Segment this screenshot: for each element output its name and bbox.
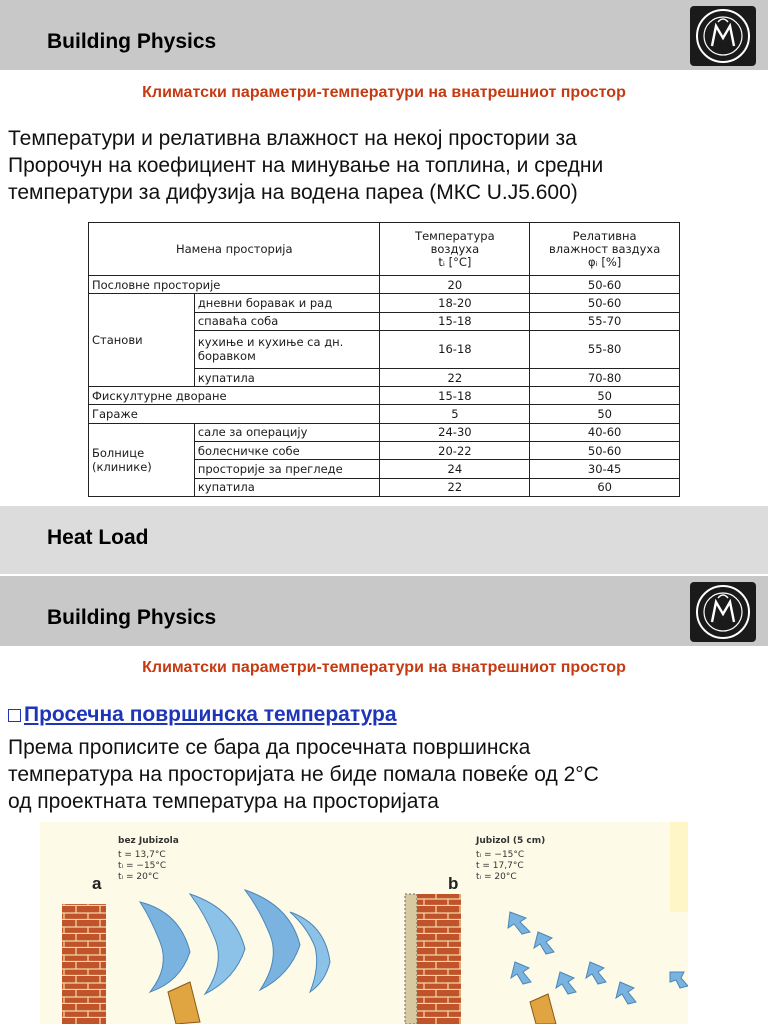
header-humidity-line: Релативна [572,228,637,243]
table-cell: Болнице (клинике) [89,423,195,496]
table-cell: просторије за прегледе [194,460,380,478]
airflow-arrow [616,982,636,1004]
slide2-paragraph [8,734,599,815]
header-humidity [530,223,680,276]
airflow-arrow [556,972,576,994]
insulation-layer [405,894,417,1024]
divider-title: Heat Load [47,526,149,549]
table-row [89,387,680,405]
header-room: Намена просторија [89,223,380,276]
table-cell: 22 [380,478,530,496]
university-seal-icon [690,582,756,642]
paragraph-line: температура на просторијата не биде помала повеќе од 2°C [8,763,599,786]
header-temperature-line: Температура [415,228,495,243]
surface-temperature-heading: Просечна површинска температура [24,703,397,726]
slide2-subtitle: Климатски параметри-температури на внатрешниот простор [142,659,626,676]
table-cell: 50-60 [530,294,680,312]
table-cell: 40-60 [530,423,680,441]
table-cell: Фискултурне дворане [89,387,380,405]
table-cell: 70-80 [530,368,680,386]
panel-b-letter: b [448,874,459,893]
header-humidity-line: φᵢ [%] [588,254,622,269]
table-cell: 15-18 [380,312,530,330]
table-cell: 22 [380,368,530,386]
table-cell: кухиње и кухиње са дн. боравком [194,330,380,368]
divider-band [0,506,768,574]
university-seal-icon [690,6,756,66]
header-temperature-line: воздуха [430,241,480,256]
table-cell: 50 [530,405,680,423]
airflow-arrow [508,912,530,934]
table-row [89,405,680,423]
panel-a-line: tᵢ = −15°C [118,861,167,871]
airflow-arc [190,894,245,994]
table-cell: 18-20 [380,294,530,312]
panel-b-line: tᵢ = −15°C [476,850,525,860]
paragraph-line: Пророчун на коефициент на минување на топлина, и средни [8,154,604,177]
airflow-arc [140,902,190,992]
airflow-arrow [511,962,531,984]
table-cell: Станови [89,294,195,387]
airflow-arrow [586,962,606,984]
panel-b-title: Jubizol (5 cm) [476,836,546,846]
table-cell: 55-70 [530,312,680,330]
table-cell: купатила [194,368,380,386]
table-row [89,294,680,312]
table-cell: 5 [380,405,530,423]
table-row [89,276,680,294]
header-humidity-line: влажност ваздуха [548,241,661,256]
table-cell: 60 [530,478,680,496]
brick-wall-a [62,904,106,1024]
table-cell: 50-60 [530,442,680,460]
table-cell: 30-45 [530,460,680,478]
table-cell: 55-80 [530,330,680,368]
table-cell: 50 [530,387,680,405]
paragraph-line: Према прописите се бара да просечната површинска [8,736,531,759]
slide1-header-band [0,0,768,70]
insulation-diagram [40,822,688,1024]
table-cell: 24-30 [380,423,530,441]
table-cell: Пословне просторије [89,276,380,294]
checkbox-bullet-icon [8,709,21,722]
airflow-arc [245,890,300,990]
table-cell: 16-18 [380,330,530,368]
panel-a-line: t = 13,7°C [118,850,166,860]
table-cell: сале за операцију [194,423,380,441]
table-cell: дневни боравак и рад [194,294,380,312]
slide1-subtitle: Климатски параметри-температури на внатрешниот простор [142,84,626,101]
brick-wall-b [417,894,461,1024]
table-cell: Гараже [89,405,380,423]
climate-table [88,222,680,497]
surface-temperature-link[interactable] [8,703,397,727]
light-beam [670,822,688,912]
panel-a-line: tᵢ = 20°C [118,872,159,882]
table-cell: 15-18 [380,387,530,405]
table-cell: 24 [380,460,530,478]
radiator-shape [530,994,556,1024]
paragraph-line: температури за дифузија на водена пареа (МКС U.J5.600) [8,181,578,204]
panel-b-line: tᵢ = 20°C [476,872,517,882]
table-row [89,423,680,441]
table-cell: болесничке собе [194,442,380,460]
table-cell: 50-60 [530,276,680,294]
header-temperature [380,223,530,276]
airflow-arrow [534,932,554,954]
slide2-header-band [0,576,768,646]
radiator-shape [168,982,200,1024]
slide1-header-title: Building Physics [47,30,217,53]
airflow-arrow [670,972,688,988]
paragraph-line: Температури и релативна влажност на некој простории за [8,127,577,150]
table-cell: спаваћа соба [194,312,380,330]
slide2-header-title: Building Physics [47,606,217,629]
panel-a-title: bez Jubizola [118,836,179,846]
paragraph-line: од проектната температура на просторијата [8,790,439,813]
header-temperature-line: tᵢ [°C] [438,254,472,269]
panel-a-letter: a [92,874,102,893]
table-cell: купатила [194,478,380,496]
table-cell: 20 [380,276,530,294]
slide1-paragraph [8,125,603,206]
panel-b-line: t = 17,7°C [476,861,524,871]
table-cell: 20-22 [380,442,530,460]
